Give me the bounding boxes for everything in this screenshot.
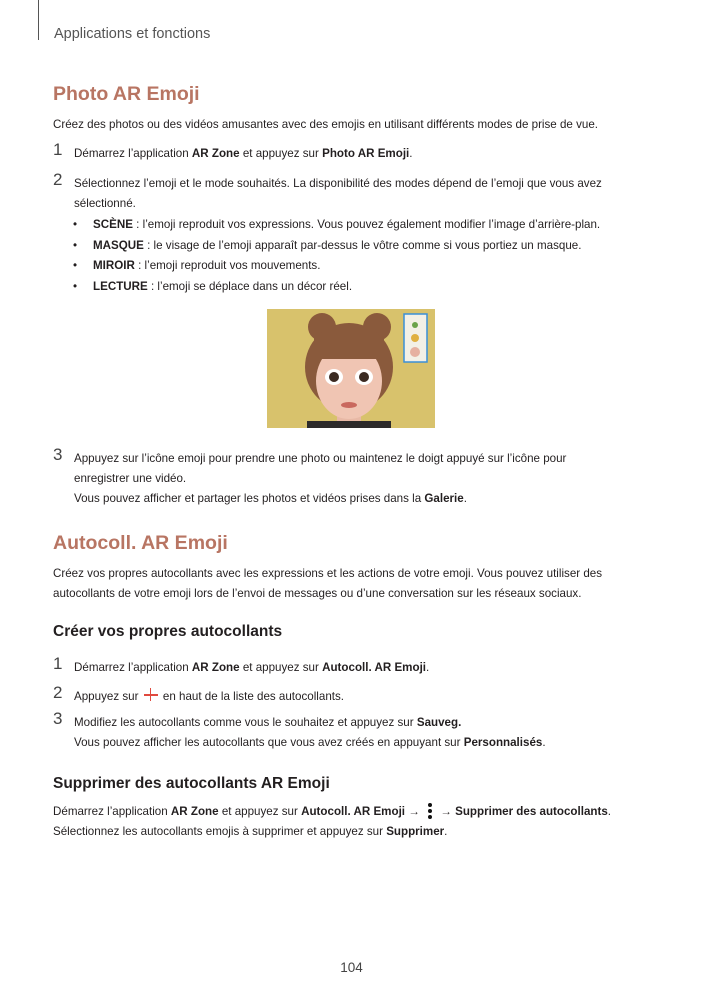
- autocoll-step-3: 3 Modifiez les autocollants comme vous le souhaitez et appuyez sur Sauveg. Vous pouvez afficher les autocollants que vous avez créés en appuyant sur Personnalisés.: [53, 709, 546, 749]
- subsection-title-create: Créer vos propres autocollants: [53, 623, 283, 640]
- section-header: Applications et fonctions: [54, 26, 211, 42]
- step-number: 1: [53, 140, 63, 159]
- step-number: 3: [53, 445, 63, 464]
- autocoll-intro: Créez vos propres autocollants avec les expressions et les actions de votre emoji. Vous pouvez utiliser des autocollants de votre emoji lors de l’envoi de messages ou d’une conversation sur les réseaux sociaux.: [53, 567, 603, 600]
- photo-step-3: 3 Appuyez sur l’icône emoji pour prendre une photo ou maintenez le doigt appuyé sur l’icône pour enregistrer une vidéo. Vous pouvez afficher et partager les photos et vidéos prises dans la Galerie.: [53, 445, 567, 505]
- delete-instructions: Démarrez l’application AR Zone et appuyez sur Autocoll. AR Emoji → → Supprimer des autocollants. Sélectionnez les autocollants emojis à supprimer et appuyez sur Supprimer.: [53, 805, 612, 838]
- step-number: 1: [53, 654, 63, 673]
- step-number: 2: [53, 683, 63, 702]
- mode-bullet-masque: • MASQUE : le visage de l’emoji apparaît par-dessus le vôtre comme si vous portiez un masque.: [73, 239, 582, 252]
- autocoll-step-2: 2 Appuyez sur en haut de la liste des autocollants.: [53, 683, 345, 703]
- subsection-title-delete: Supprimer des autocollants AR Emoji: [53, 775, 330, 792]
- more-options-icon: [427, 803, 433, 819]
- photo-step-2: 2 Sélectionnez l’emoji et le mode souhaités. La disponibilité des modes dépend de l’emoji que vous avez sélectionné.: [53, 170, 602, 210]
- photo-step-1: 1 Démarrez l’application AR Zone et appuyez sur Photo AR Emoji.: [53, 140, 413, 160]
- page-number: 104: [340, 960, 363, 975]
- step-number: 3: [53, 709, 63, 728]
- mode-bullet-lecture: • LECTURE : l’emoji se déplace dans un décor réel.: [73, 280, 353, 293]
- section-title-autocoll-ar-emoji: Autocoll. AR Emoji: [53, 532, 228, 554]
- autocoll-step-1: 1 Démarrez l’application AR Zone et appuyez sur Autocoll. AR Emoji.: [53, 654, 430, 674]
- header-divider: [38, 0, 39, 40]
- plus-icon: [144, 689, 158, 701]
- ar-emoji-screenshot: [267, 309, 435, 428]
- photo-intro: Créez des photos ou des vidéos amusantes avec des emojis en utilisant différents modes de prise de vue.: [53, 118, 599, 131]
- step-number: 2: [53, 170, 63, 189]
- section-title-photo-ar-emoji: Photo AR Emoji: [53, 83, 200, 105]
- mode-bullet-miroir: • MIROIR : l’emoji reproduit vos mouvements.: [73, 259, 321, 272]
- mode-bullet-scene: • SCÈNE : l’emoji reproduit vos expressions. Vous pouvez également modifier l’image d’arrière-plan.: [73, 218, 601, 231]
- emoji-avatar-illustration: [267, 309, 435, 428]
